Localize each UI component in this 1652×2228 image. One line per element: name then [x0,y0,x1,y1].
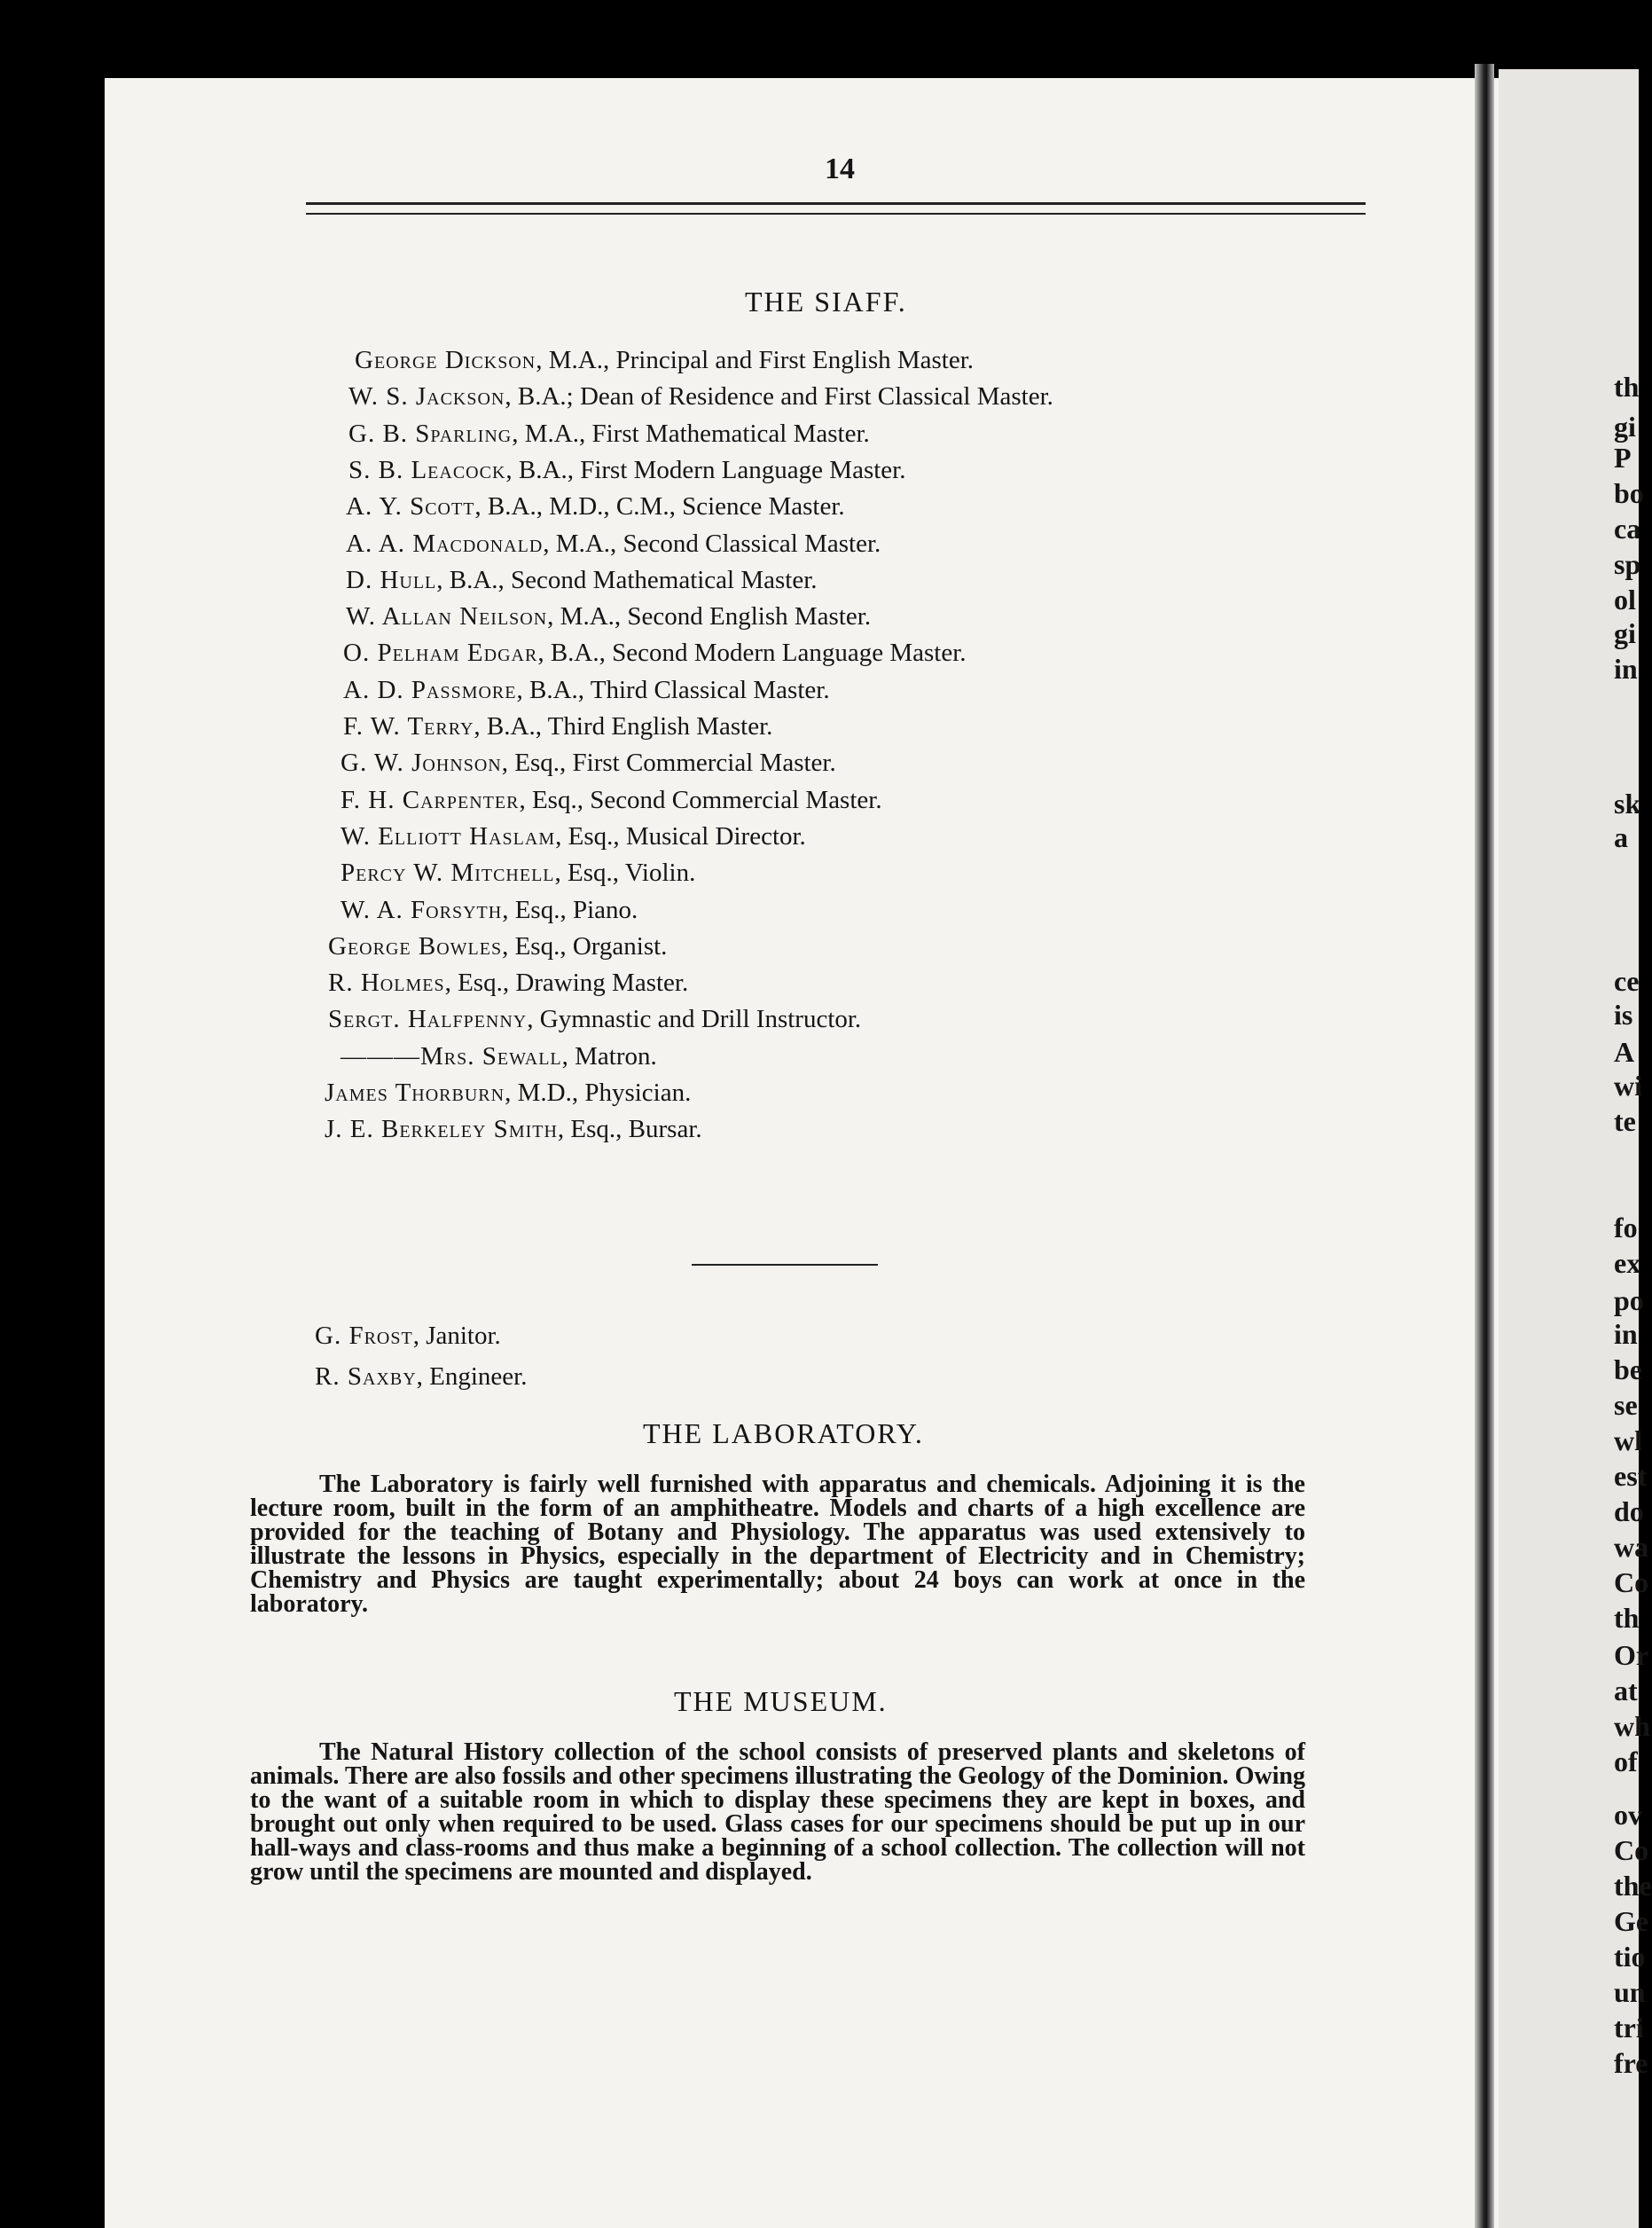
staff-role: , B.A., First Modern Language Master. [505,455,906,484]
next-page-fragment: Ge [1614,1905,1649,1937]
laboratory-heading: THE LABORATORY. [643,1417,924,1449]
staff-name: G. B. Sparling [348,419,513,448]
next-page-edge [1499,69,1652,2228]
staff-role: , Esq., Piano. [502,895,638,924]
next-page-fragment: te [1614,1105,1636,1137]
other-staff-role: , Janitor. [412,1322,501,1350]
other-staff-name: R. Saxby [315,1362,417,1391]
staff-line [328,932,667,961]
section-divider [692,1264,878,1266]
next-page-fragment: ce [1614,965,1640,997]
staff-name: George Dickson [355,346,536,374]
staff-line [355,346,974,375]
staff-name: ———Mrs. Sewall [341,1041,562,1071]
next-page-fragment: sk [1614,788,1641,820]
next-page-fragment: Co [1614,1834,1649,1866]
staff-role: , B.A., Second Mathematical Master. [436,565,818,594]
staff-name: O. Pelham Edgar [343,639,538,668]
staff-line [348,382,1053,412]
next-page-fragment: ca [1614,513,1641,545]
next-page-fragment: of [1614,1746,1638,1777]
staff-name: W. Allan Neilson [346,602,548,632]
staff-role: , M.A., First Mathematical Master. [512,419,870,448]
staff-role: , M.A., Principal and First English Master. [536,346,975,374]
staff-role: , Esq., Second Commercial Master. [519,785,882,814]
next-page-fragment: ex [1614,1247,1641,1279]
page-binding [1475,64,1494,2228]
museum-heading: THE MUSEUM. [674,1685,888,1717]
next-page-fragment: a [1614,821,1628,853]
staff-name: James Thorburn [325,1079,505,1107]
next-page-fragment: bo [1614,477,1644,509]
staff-line [346,530,881,559]
staff-name: Percy W. Mitchell [341,859,555,888]
next-page-fragment: in [1614,653,1638,685]
next-page-fragment: gi [1614,411,1636,443]
staff-name: D. Hull [346,565,437,594]
next-page-fragment: tri [1614,2012,1644,2044]
staff-role: , B.A., Third Classical Master. [516,675,830,704]
next-page-fragment: sp [1614,548,1641,580]
header-rule [306,202,1366,215]
staff-name: Sergt. Halfpenny [328,1005,528,1034]
staff-role: , Matron. [561,1041,657,1071]
next-page-fragment: Co [1614,1566,1649,1598]
staff-line [341,896,638,925]
staff-role: , Esq., Drawing Master. [444,969,689,998]
next-page-fragment: in [1614,1318,1638,1350]
staff-name: W. A. Forsyth [341,895,503,924]
next-page-fragment: at [1614,1675,1638,1706]
staff-name: R. Holmes [328,969,445,998]
next-page-fragment: wl [1614,1424,1642,1456]
next-page-fragment: un [1614,1976,1646,2008]
next-page-fragment: wi [1614,1070,1642,1102]
other-staff-name: G. Frost [315,1322,413,1350]
staff-line [341,786,882,815]
next-page-fragment: fo [1614,1212,1638,1243]
staff-name: F. W. Terry [343,712,474,741]
next-page-fragment: se [1614,1389,1638,1421]
museum-paragraph: The Natural History collection of the school consists of preserved plants and skeletons of animals. There are also fossils and other specimens illustrating the Geology of the Dominion. Owing to the want of a suitable room in which to display these specimens they are kept in boxes, and brought out only when required to be used. Glass cases for our specimens should be put up in our hall-ways and class-rooms and thus make a beginning of a school collection. The collection will not grow until the specimens are mounted and displayed. [250,1738,1305,1886]
other-staff-line [315,1322,501,1351]
staff-line [325,1115,702,1144]
other-staff-role: , Engineer. [416,1362,528,1391]
staff-line [325,1079,691,1108]
staff-role: , Esq., Bursar. [557,1115,702,1144]
staff-line [341,822,806,851]
next-page-fragment: A [1614,1036,1635,1068]
staff-role: , Esq., Musical Director. [555,821,806,851]
staff-role: , M.A., Second English Master. [547,602,872,632]
staff-name: W. Elliott Haslam [341,821,556,851]
staff-role: , B.A.; Dean of Residence and First Classical Master. [505,382,1053,412]
next-page-fragment: do [1614,1495,1644,1527]
staff-line [341,1042,657,1071]
next-page-fragment: be [1614,1353,1642,1385]
next-page-fragment: ov [1614,1799,1642,1831]
staff-role: , B.A., Third English Master. [474,712,773,741]
next-page-fragment: Or [1614,1639,1649,1671]
next-page-fragment: gi [1614,617,1636,649]
staff-role: , Esq., Violin. [554,859,696,888]
staff-heading: THE SIAFF. [745,286,907,318]
staff-name: George Bowles [328,931,503,961]
next-page-fragment: is [1614,999,1633,1031]
next-page-fragment: est [1614,1460,1648,1492]
staff-name: G. W. Johnson [341,749,502,778]
staff-line [328,969,688,998]
staff-name: S. B. Leacock [348,455,506,484]
staff-line [343,639,967,668]
staff-line [328,1005,861,1034]
staff-name: A. Y. Scott [346,492,475,522]
staff-name: A. A. Macdonald [346,529,544,558]
next-page-fragment: tio [1614,1941,1646,1973]
staff-line [348,456,905,485]
next-page-fragment: ol [1614,584,1636,616]
staff-role: , Esq., Organist. [502,931,668,961]
staff-line [341,749,836,778]
staff-line [346,566,818,595]
staff-role: , M.D., Physician. [505,1079,692,1107]
staff-role: , M.A., Second Classical Master. [543,529,881,558]
next-page-fragment: th [1614,371,1640,403]
staff-line [341,859,695,888]
staff-role: , B.A., Second Modern Language Master. [537,639,967,668]
staff-line [346,492,845,522]
staff-line [343,712,772,741]
next-page-fragment: wh [1614,1710,1650,1742]
staff-name: J. E. Berkeley Smith [325,1115,558,1144]
staff-name: F. H. Carpenter [341,785,520,814]
next-page-fragment: P [1614,442,1632,474]
next-page-fragment: th [1614,1602,1640,1634]
staff-line [348,420,870,449]
laboratory-paragraph: The Laboratory is fairly well furnished with apparatus and chemicals. Adjoining it is the lecture room, built in the form of an amphitheatre. Models and charts of a high excellence are provided for the teaching of Botany and Physiology. The apparatus was used extensively to illustrate the lessons in Physics, especially in the department of Electricity and in Chemistry; Chemistry and Physics are taught experimentally; about 24 boys can work at once in the laboratory. [250,1471,1305,1618]
staff-line [343,676,830,705]
next-page-fragment: wa [1614,1531,1649,1563]
next-page-fragment: the [1614,1870,1652,1902]
staff-line [346,602,871,632]
staff-name: W. S. Jackson [348,382,505,412]
staff-role: , B.A., M.D., C.M., Science Master. [474,492,845,522]
next-page-fragment: fre [1614,2047,1648,2079]
staff-name: A. D. Passmore [343,675,517,704]
next-page-fragment: po [1614,1284,1644,1316]
staff-role: , Esq., First Commercial Master. [501,749,836,778]
staff-role: , Gymnastic and Drill Instructor. [527,1005,862,1034]
other-staff-line [315,1362,527,1392]
page-number: 14 [825,153,855,185]
